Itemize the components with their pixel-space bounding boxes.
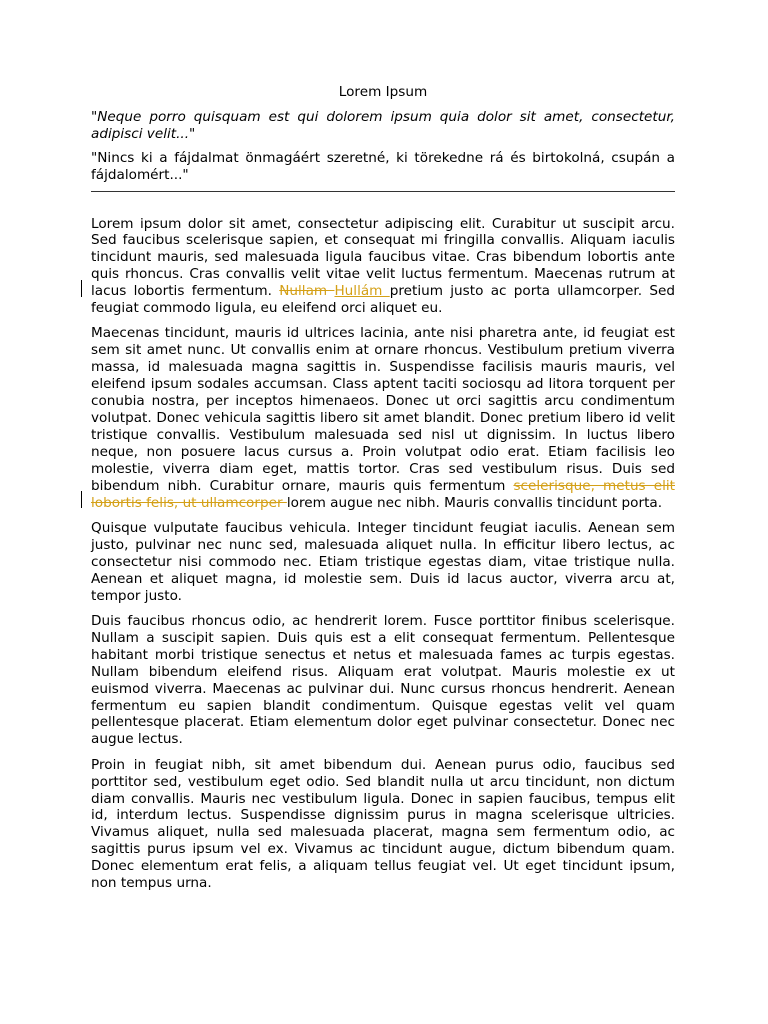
header-divider [91,191,675,192]
paragraph-4[interactable]: Duis faucibus rhoncus odio, ac hendrerit lorem. Fusce porttitor finibus scelerisque. Nullam a suscipit sapien. Duis quis est a elit consequat fermentum. Pellentesque habitant morbi tristique senectus et netus et malesuada fames ac turpis egestas. Nullam bibendum eleifend risus. Aliquam erat volutpat. Mauris molestie ex ut euismod viverra. Maecenas ac pulvinar dui. Nunc cursus rhoncus hendrerit. Aenean fermentum eu sapien blandit condimentum. Quisque egestas velit vel quam pellentesque placerat. Etiam elementum dolor eget pulvinar consectetur. Donec nec augue lectus. [91,612,675,748]
change-bar [81,491,82,508]
document-title: Lorem Ipsum [338,84,428,100]
tracked-insertion[interactable]: Hullám [334,283,390,300]
paragraph-3[interactable]: Quisque vulputate faucibus vehicula. Integer tincidunt feugiat iaculis. Aenean sem justo, pulvinar nec nunc sed, malesuada aliquet nulla. In efficitur libero lectus, ac consectetur nisi commodo nec. Etiam tristique egestas diam, vitae tristique nulla. Aenean et aliquet magna, id molestie sem. Duis id lacus auctor, viverra arcu at, tempor justo. [91,519,675,604]
paragraph-1[interactable] [91,216,675,317]
change-bar [81,280,82,297]
latin-quote: "Neque porro quisquam est qui dolorem ipsum quia dolor sit amet, consectetur, adipisci velit..." [91,108,675,142]
paragraph-2-text-before: Maecenas tincidunt, mauris id ultrices lacinia, ante nisi pharetra ante, id feugiat est sem sit amet nunc. Ut convallis enim at ornare rhoncus. Vestibulum pretium viverra massa, id malesuada magna sagittis in. Suspendisse facilisis mauris mauris, vel eleifend ipsum sodales accumsan. Class aptent taciti sociosqu ad litora torquent per conubia nostra, per inceptos himenaeos. Donec ut orci sagittis arcu condimentum volutpat. Donec vehicula sagittis libero sit amet blandit. Donec pretium libero id velit tristique convallis. Vestibulum malesuada sed nisl ut dignissim. In luctus libero neque, non posuere lacus cursus a. Proin volutpat odio erat. Etiam facilisis leo molestie, viverra diam eget, mattis tortor. Cras sed vestibulum risus. Duis sed bibendum nibh. Curabitur ornare, mauris quis fermentum [91,325,675,494]
paragraph-1-text-after: pretium justo ac porta ullamcorper. Sed feugiat commodo ligula, eu eleifend orci aliquet eu. [91,283,675,317]
tracked-deletion[interactable]: Nullam [279,283,335,300]
tracked-deletion[interactable]: scelerisque, metus elit lobortis felis, ut ullamcorper [91,477,675,511]
paragraph-5[interactable]: Proin in feugiat nibh, sit amet bibendum dui. Aenean purus odio, faucibus sed porttitor sed, vestibulum eget odio. Sed blandit nulla ut arcu tincidunt, non dictum diam convallis. Mauris nec vestibulum ligula. Donec in sapien faucibus, tempus elit id, interdum lectus. Suspendisse dignissim purus in magna scelerisque ultricies. Vivamus aliquet, nulla sed malesuada placerat, magna sem fermentum odio, ac sagittis purus ipsum vel ex. Vivamus ac tincidunt augue, dictum bibendum quam. Donec elementum erat felis, a aliquam tellus feugiat vel. Ut eget tincidunt ipsum, non tempus urna. [91,756,675,892]
document-page [91,84,675,900]
paragraph-2-text-after: lorem augue nec nibh. Mauris convallis tincidunt porta. [286,494,663,511]
paragraph-1-text-before: Lorem ipsum dolor sit amet, consectetur adipiscing elit. Curabitur ut suscipit arcu. Sed faucibus scelerisque sapien, et consequat mi fringilla convallis. Aliquam iaculis tincidunt mauris, sed malesuada ligula faucibus vitae. Cras bibendum lobortis ante quis rhoncus. Cras convallis velit vitae velit luctus fermentum. Maecenas rutrum at lacus lobortis fermentum. [91,215,675,300]
paragraph-2[interactable] [91,325,675,511]
hungarian-quote: "Nincs ki a fájdalmat önmagáért szeretné, ki törekedne rá és birtokolná, csupán a fájdalomért..." [91,149,675,183]
